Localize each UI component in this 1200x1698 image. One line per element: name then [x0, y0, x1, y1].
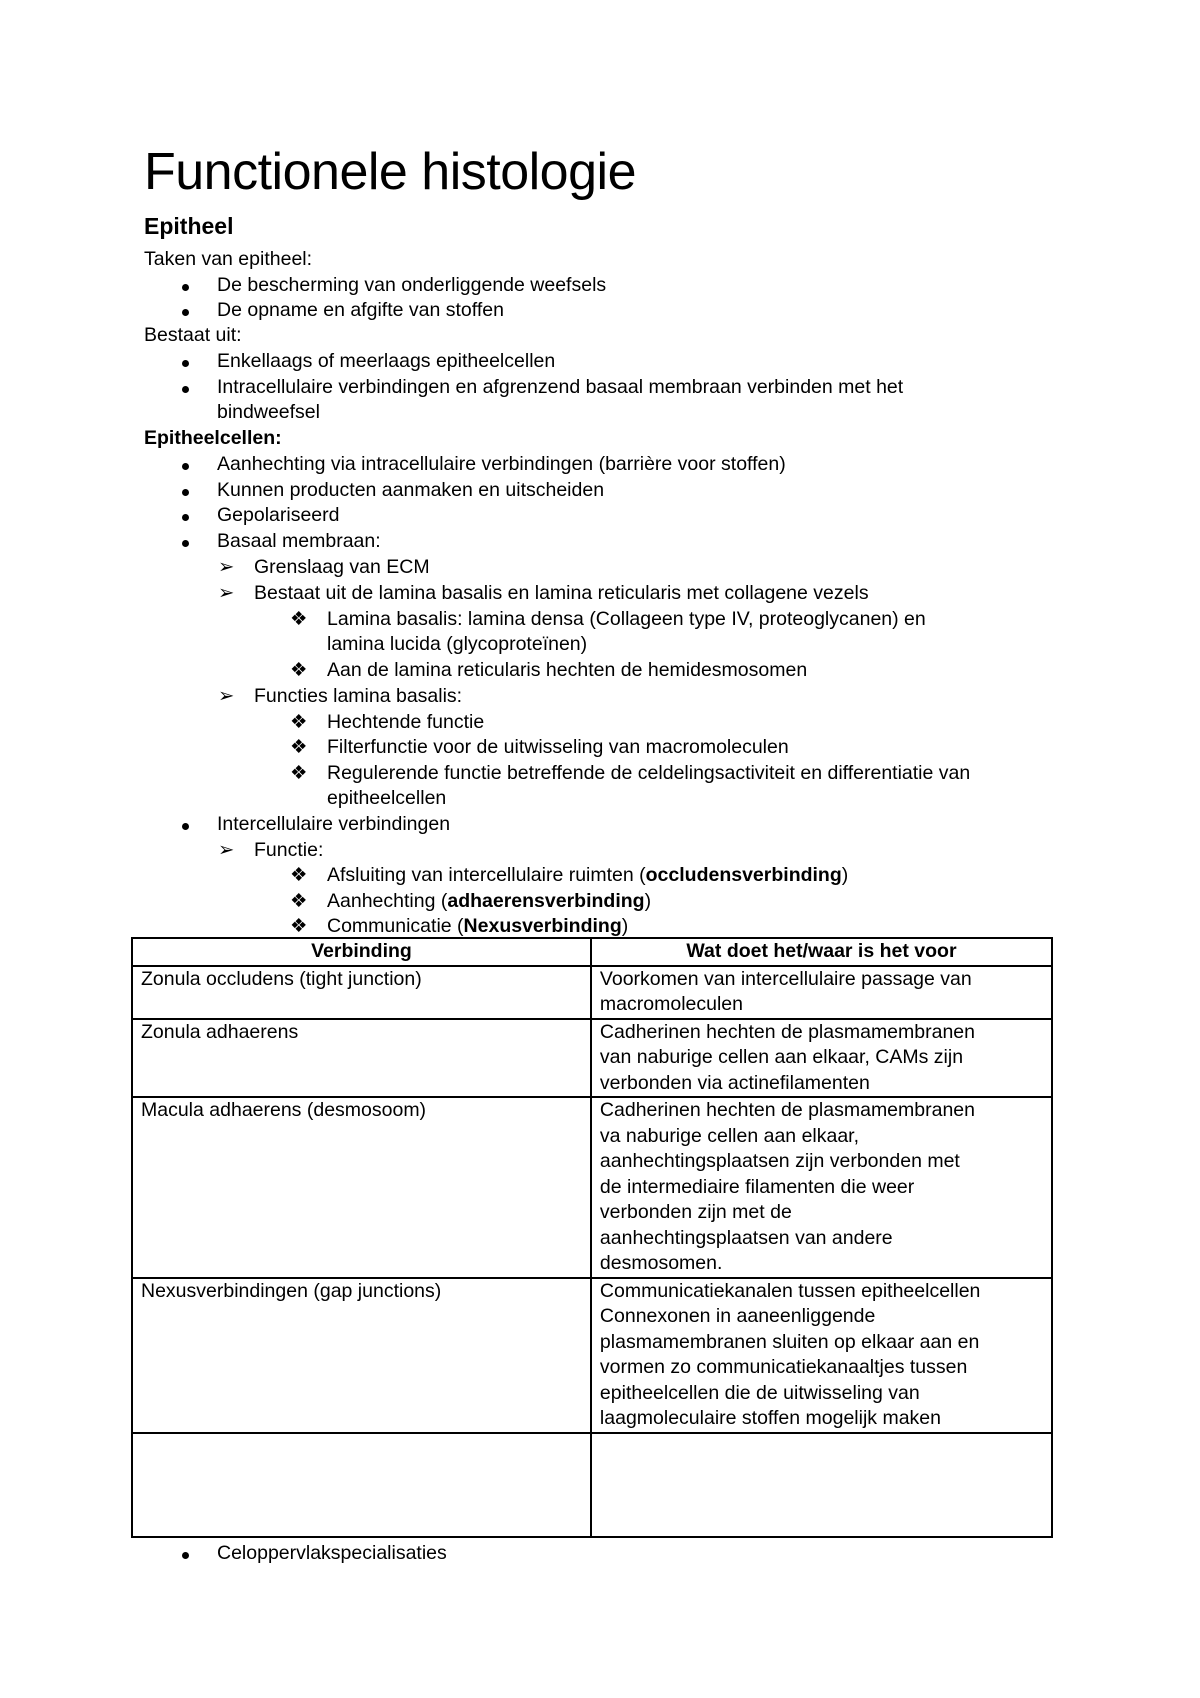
bullet-icon: [182, 477, 189, 503]
table-row: [132, 1278, 1052, 1433]
bullet-icon: [182, 1540, 189, 1566]
arrow-bullet-icon: ➢: [218, 582, 235, 604]
arrow-bullet-icon: ➢: [218, 839, 235, 861]
bestaat-heading: Bestaat uit:: [144, 324, 242, 346]
diamond-bullet-icon: ❖: [290, 659, 308, 681]
inter-function-occludens: Afsluiting van intercellulaire ruimten (occludensverbinding): [327, 864, 849, 886]
basaal-subitem: Aan de lamina reticularis hechten de hemidesmosomen: [327, 659, 808, 681]
diamond-bullet-icon: ❖: [290, 711, 308, 733]
last-bullet-item: Celoppervlakspecialisaties: [217, 1542, 447, 1564]
bullet-icon: [182, 811, 189, 837]
arrow-bullet-icon: ➢: [218, 556, 235, 578]
table-row-empty: [132, 1433, 1052, 1537]
bullet-icon: [182, 272, 189, 298]
table-cell-desc: Cadherinen hechten de plasmamembranen van naburige cellen aan elkaar, CAMs zijn verbonden via actinefilamenten: [591, 1019, 1052, 1098]
cells-item: Kunnen producten aanmaken en uitscheiden: [217, 479, 605, 501]
bullet-icon: [182, 528, 189, 554]
table-cell-desc: Voorkomen van intercellulaire passage van macromoleculen: [591, 966, 1052, 1019]
basaal-item: Grenslaag van ECM: [254, 556, 430, 578]
table-cell-name: Macula adhaerens (desmosoom): [132, 1097, 591, 1278]
table-cell-desc: Cadherinen hechten de plasmamembranen va naburige cellen aan elkaar, aanhechtingsplaatsen zijn verbonden met de intermediaire filamenten die weer verbonden zijn met de aanhechtingsplaatsen van andere desmosomen.: [591, 1097, 1052, 1278]
diamond-bullet-icon: ❖: [290, 890, 308, 912]
diamond-bullet-icon: ❖: [290, 608, 308, 630]
verbindingen-table: [131, 937, 1053, 1538]
functie-subitem: Regulerende functie betreffende de celdelingsactiviteit en differentiatie van: [327, 762, 971, 784]
basaal-item: Bestaat uit de lamina basalis en lamina reticularis met collagene vezels: [254, 582, 869, 604]
section-heading: Epitheel: [144, 213, 234, 239]
cells-heading: Epitheelcellen:: [144, 427, 282, 449]
bestaat-item: Intracellulaire verbindingen en afgrenzend basaal membraan verbinden met het: [217, 376, 904, 398]
functie-subitem: Filterfunctie voor de uitwisseling van macromoleculen: [327, 736, 789, 758]
basaal-item: Functies lamina basalis:: [254, 685, 463, 707]
inter-item: Intercellulaire verbindingen: [217, 813, 451, 835]
inter-functie: Functie:: [254, 839, 324, 861]
inter-function-nexus: Communicatie (Nexusverbinding): [327, 915, 629, 937]
diamond-bullet-icon: ❖: [290, 736, 308, 758]
table-row: [132, 966, 1052, 1019]
table-cell-name: Nexusverbindingen (gap junctions): [132, 1278, 591, 1433]
table-cell-desc: [591, 1433, 1052, 1537]
bestaat-item-continued: bindweefsel: [217, 401, 320, 423]
arrow-bullet-icon: ➢: [218, 685, 235, 707]
cells-item: Aanhechting via intracellulaire verbindingen (barrière voor stoffen): [217, 453, 786, 475]
basaal-subitem: Lamina basalis: lamina densa (Collageen type IV, proteoglycanen) en: [327, 608, 926, 630]
cells-item: Gepolariseerd: [217, 504, 340, 526]
table-cell-name: Zonula occludens (tight junction): [132, 966, 591, 1019]
table-row: [132, 1019, 1052, 1098]
table-row: [132, 1097, 1052, 1278]
bullet-icon: [182, 374, 189, 400]
taken-item: De opname en afgifte van stoffen: [217, 299, 504, 321]
table-cell-name: [132, 1433, 591, 1537]
taken-heading: Taken van epitheel:: [144, 248, 313, 270]
bestaat-item: Enkellaags of meerlaags epitheelcellen: [217, 350, 556, 372]
table-header-cell: Verbinding: [132, 938, 591, 966]
functie-subitem-continued: epitheelcellen: [327, 787, 447, 809]
table-header-row: [132, 938, 1052, 966]
table-cell-desc: Communicatiekanalen tussen epitheelcellen Connexonen in aaneenliggende plasmamembranen sluiten op elkaar aan en vormen zo communicatiekanaaltjes tussen epitheelcellen die de uitwisseling van laagmoleculaire stoffen mogelijk maken: [591, 1278, 1052, 1433]
functie-subitem: Hechtende functie: [327, 711, 485, 733]
basaal-subitem-continued: lamina lucida (glycoproteïnen): [327, 633, 588, 655]
bullet-icon: [182, 451, 189, 477]
diamond-bullet-icon: ❖: [290, 915, 308, 937]
cells-item: Basaal membraan:: [217, 530, 381, 552]
diamond-bullet-icon: ❖: [290, 864, 308, 886]
inter-function-adhaerens: Aanhechting (adhaerensverbinding): [327, 890, 652, 912]
diamond-bullet-icon: ❖: [290, 762, 308, 784]
taken-item: De bescherming van onderliggende weefsels: [217, 274, 607, 296]
bullet-icon: [182, 348, 189, 374]
bullet-icon: [182, 502, 189, 528]
table-cell-name: Zonula adhaerens: [132, 1019, 591, 1098]
table-header-cell: Wat doet het/waar is het voor: [591, 938, 1052, 966]
page-title: Functionele histologie: [144, 143, 636, 201]
bullet-icon: [182, 297, 189, 323]
